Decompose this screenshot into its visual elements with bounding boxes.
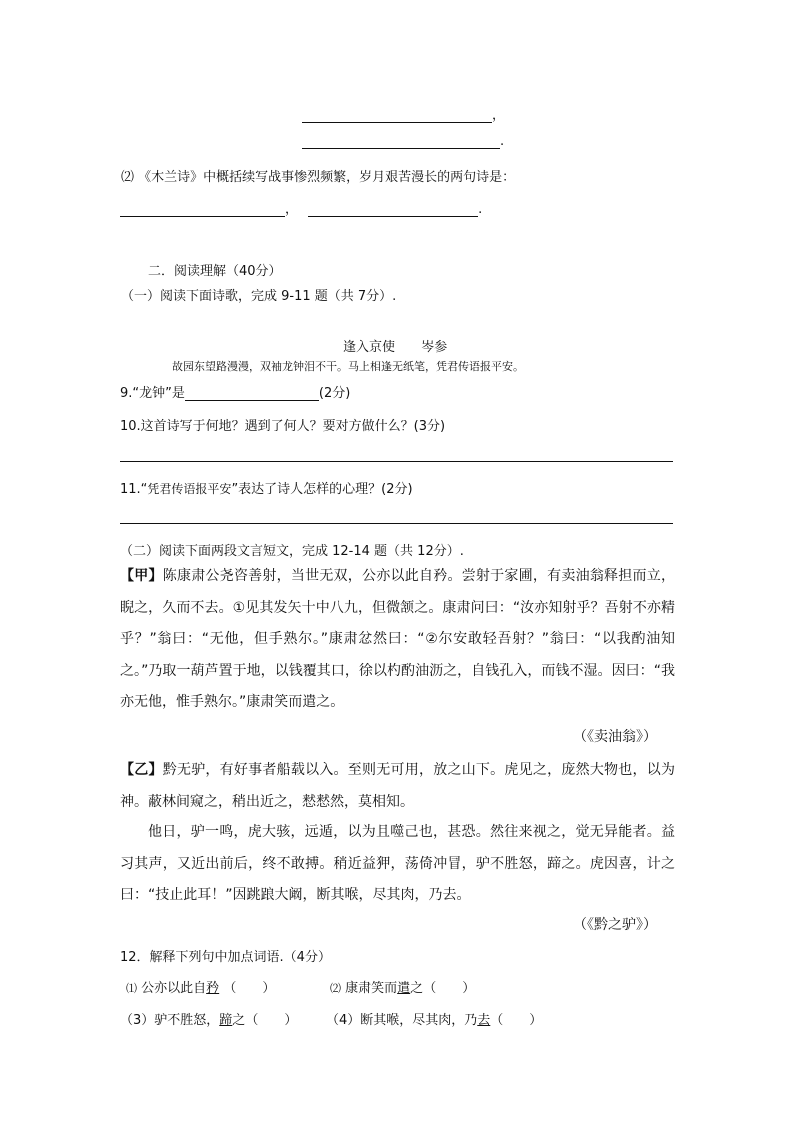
item-number: ⑵ <box>330 982 341 995</box>
passage-yi-source: （《黔之驴》） <box>573 917 657 933</box>
item-text: （3）驴不胜怒， <box>120 1013 220 1028</box>
blank-line[interactable] <box>302 108 492 123</box>
item-text-end: 之 <box>410 981 424 996</box>
passage-yi <box>120 755 675 819</box>
poem-text: 故园东望路漫漫，双袖龙钟泪不干。马上相逢无纸笔，凭君传语报平安。 <box>172 360 524 373</box>
item-text: 公亦以此自 <box>141 981 207 996</box>
passage-yi-paragraph-2: 他日，驴一鸣，虎大骇，远遁，以为且噬己也，甚恐。然往来视之，觉无异能者。益习其声，又近出前后，终不敢搏。稍近益狎，荡倚冲冒，驴不胜怒，蹄之。虎因喜，计之曰：“技止此耳！”因跳踉大阚，断其喉，尽其肉，乃去。 <box>120 824 675 903</box>
question-number: ⑵ <box>121 170 135 185</box>
question-9-score: (2分) <box>318 386 351 401</box>
answer-blank[interactable]: （ ） <box>223 981 276 996</box>
item-text-end: 之 <box>232 1013 246 1028</box>
dotted-word: 去 <box>477 1013 491 1028</box>
dotted-word: 遣 <box>397 981 411 996</box>
poem-heading <box>343 336 447 355</box>
question-9-text: 9.“龙钟”是 <box>120 386 185 401</box>
answer-blank-2[interactable] <box>308 202 478 217</box>
passage-yi-text-1: 黔无驴，有好事者船载以入。至则无可用，放之山下。虎见之，庞然大物也，以为神。蔽林间窥之，稍出近之，慭慭然，莫相知。 <box>120 762 676 810</box>
q12-item-1 <box>126 977 275 996</box>
question-12: 12．解释下列句中加点词语.（4分） <box>120 950 331 965</box>
item-text: 康肃笑而 <box>345 981 398 996</box>
answer-blank-1[interactable] <box>120 202 285 217</box>
item-number: ⑴ <box>126 982 137 995</box>
question-10: 10.这首诗写于何地？遇到了何人？要对方做什么？(3分) <box>120 419 446 434</box>
fill-line-1[interactable] <box>302 104 505 123</box>
passage-jia-text: 陈康肃公尧咨善射，当世无双，公亦以此自矜。尝射于家圃，有卖油翁释担而立，睨之，久而不去。①见其发矢十中八九，但微颔之。康肃问曰：“汝亦知射乎？吾射不亦精乎？”翁曰：“无他，但手熟尔。”康肃忿然曰：“②尔安敢轻吾射？”翁曰：“以我酌油知之。”乃取一葫芦置于地，以钱覆其口，徐以杓酌油沥之，自钱孔入，而钱不湿。因曰：“我亦无他，惟手熟尔。”康肃笑而遣之。 <box>120 568 676 710</box>
blank-line[interactable] <box>302 134 500 149</box>
mulan-answer-lines[interactable] <box>120 198 482 217</box>
passage-jia <box>120 561 675 721</box>
poem-author: 岑参 <box>421 340 448 355</box>
question-11-pre: 11.“ <box>120 482 148 497</box>
fill-line-2[interactable] <box>302 134 504 149</box>
passage-jia-source: （《卖油翁》） <box>573 729 657 745</box>
q12-item-4 <box>326 1009 542 1028</box>
answer-blank[interactable]: （ ） <box>423 981 476 996</box>
answer-blank[interactable]: （ ） <box>490 1013 543 1028</box>
q12-item-3 <box>120 1009 297 1028</box>
passage-yi-label: 【乙】 <box>120 762 163 778</box>
question-11-post: ”表达了诗人怎样的心理？(2分) <box>231 482 413 497</box>
poem-title: 逢入京使 <box>343 340 396 355</box>
dotted-word: 蹄 <box>219 1013 233 1028</box>
answer-separator: ， <box>285 202 299 217</box>
passage-jia-label: 【甲】 <box>120 568 163 584</box>
question-mulan <box>121 166 515 185</box>
answer-rule-11[interactable] <box>120 523 673 524</box>
q12-item-2 <box>330 977 475 996</box>
part-one-instructions: （一）阅读下面诗歌，完成 9-11 题（共 7分）. <box>121 289 397 304</box>
answer-blank[interactable]: （ ） <box>245 1013 298 1028</box>
item-text: （4）断其喉，尽其肉，乃 <box>326 1013 478 1028</box>
part-two-instructions: （二）阅读下面两段文言短文，完成 12-14 题（共 12分）. <box>120 544 464 559</box>
section-title: 二．阅读理解（40分） <box>148 264 282 279</box>
answer-end: . <box>478 202 483 217</box>
fill-line-1-end: ， <box>492 108 506 123</box>
question-11-quote: 凭君传语报平安 <box>147 482 232 496</box>
question-text: 《木兰诗》中概括续写战事惨烈频繁，岁月艰苦漫长的两句诗是： <box>138 170 516 185</box>
question-9-blank[interactable] <box>185 386 319 401</box>
question-9 <box>120 382 350 401</box>
dotted-word: 矜 <box>206 981 220 996</box>
answer-rule-10[interactable] <box>120 461 673 462</box>
question-11 <box>120 478 413 497</box>
fill-line-2-end: . <box>500 134 505 149</box>
